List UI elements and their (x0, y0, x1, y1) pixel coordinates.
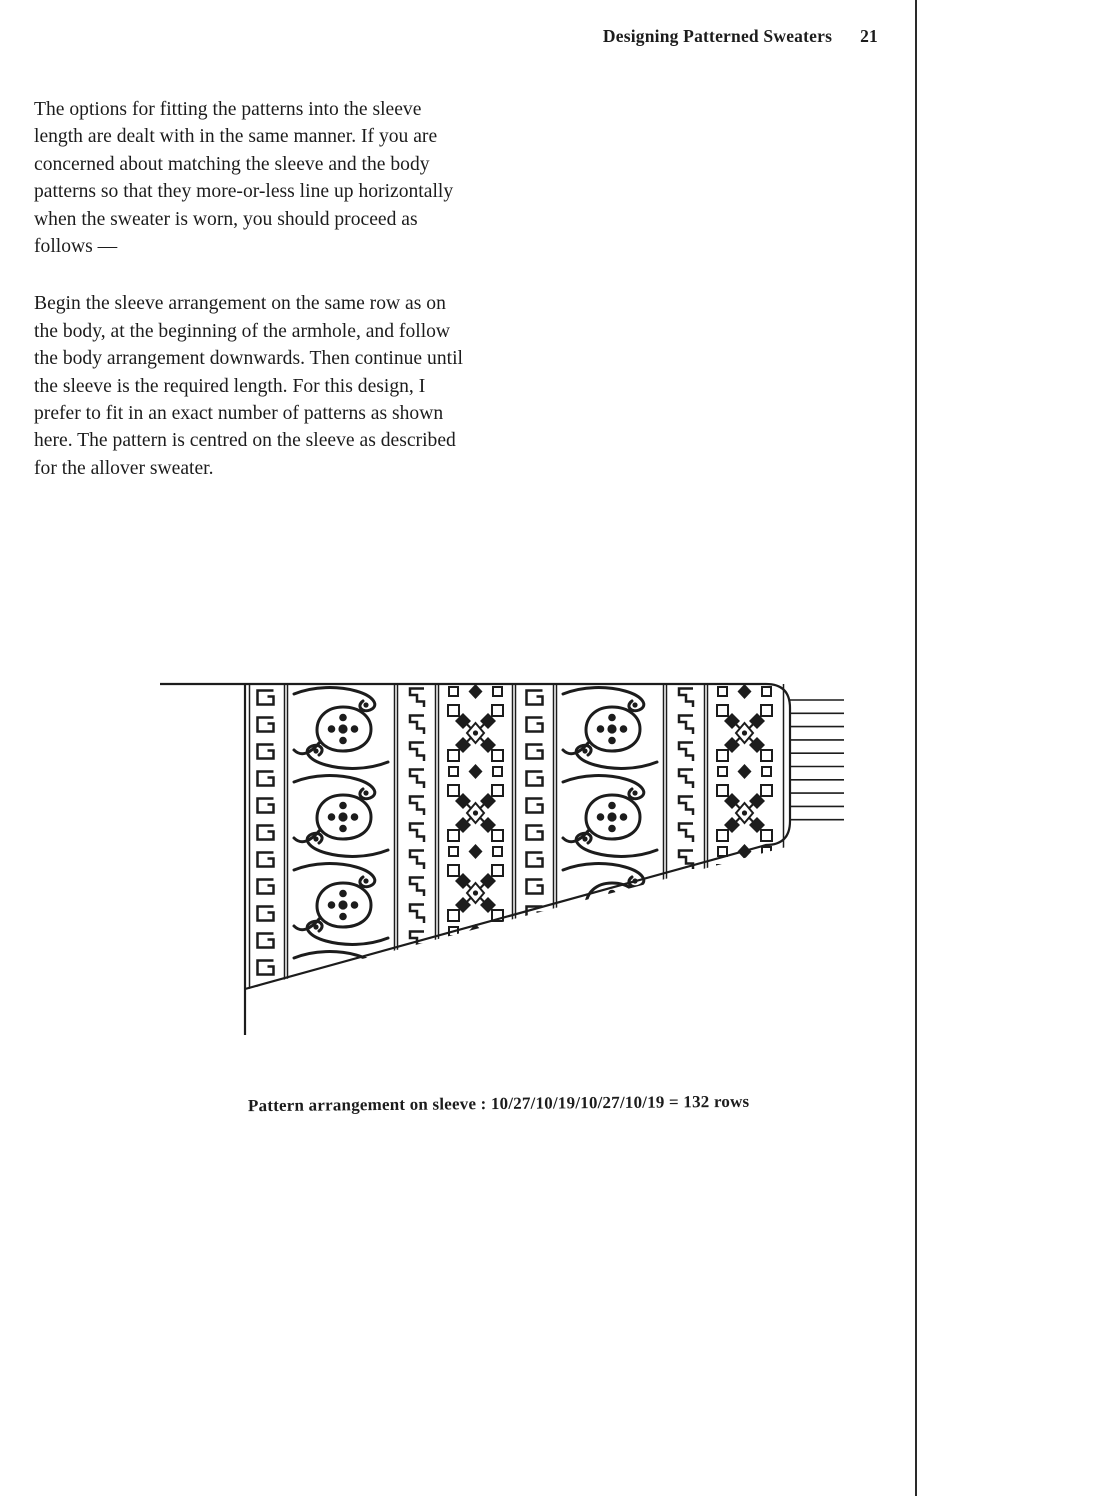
body-text (34, 96, 468, 512)
band-steps-1 (396, 684, 437, 1024)
running-head: Designing Patterned Sweaters (602, 26, 833, 46)
page-edge-rule (915, 0, 917, 1496)
band-squares-2 (514, 684, 555, 1024)
paragraph-2: Begin the sleeve arrangement on the same row as on the body, at the beginning of the armhole, and follow the body arrangement downwards. Then continue until the sleeve is the required length. For this design, I prefer to fit in an exact number of patterns as shown here. The pattern is centred on the sleeve as described for the allover sweater. (34, 293, 463, 479)
paragraph-1: The options for fitting the patterns into the sleeve length are dealt with in the same manner. If you are concerned about matching the sleeve and the body patterns so that they more-or-less line up horizontally when the sweater is worn, you should proceed as follows — (34, 99, 454, 258)
pattern-bands (245, 684, 784, 1024)
page-number: 21 (860, 26, 878, 46)
band-diamond-1 (437, 684, 514, 1024)
band-scroll-2 (555, 684, 665, 1024)
cuff-ribbing (790, 700, 844, 820)
band-steps-2 (665, 684, 706, 1024)
band-diamond-2 (706, 684, 783, 1024)
sleeve-diagram (140, 668, 860, 1048)
figure-caption: Pattern arrangement on sleeve : 10/27/10/19/10/27/10/19 = 132 rows (247, 1091, 750, 1116)
sleeve-diagram-svg (140, 668, 860, 1048)
page-header (0, 26, 878, 47)
band-squares-1 (245, 684, 286, 1024)
